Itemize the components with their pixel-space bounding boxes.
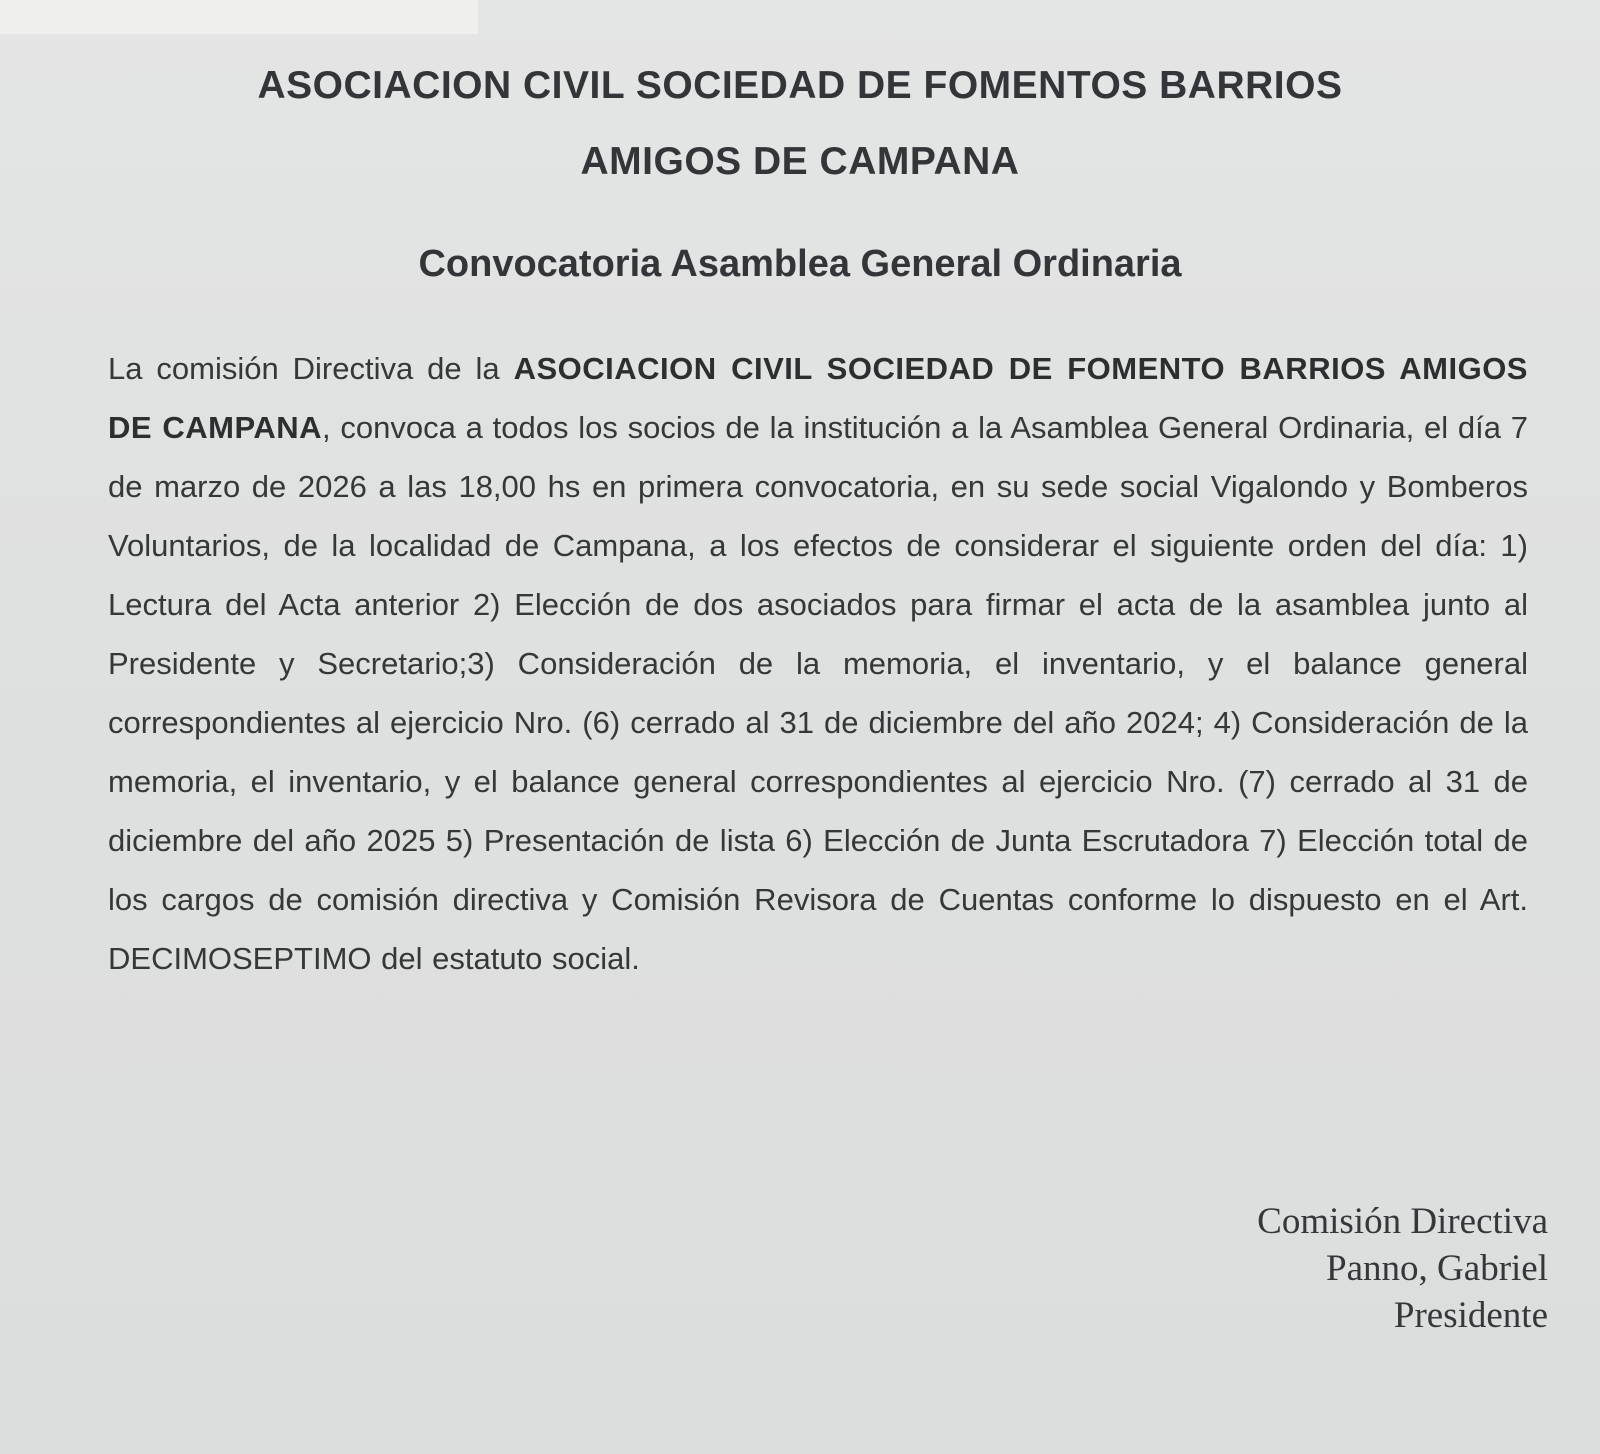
organization-name: ASOCIACION CIVIL SOCIEDAD DE FOMENTO BARRIOS AMIGOS DE CAMPANA xyxy=(108,351,1528,445)
paper-corner xyxy=(0,0,478,34)
signature-block xyxy=(1257,1198,1548,1339)
signature-name: Panno, Gabriel xyxy=(1326,1248,1548,1289)
signature-committee: Comisión Directiva xyxy=(1257,1201,1548,1242)
paragraph-intro: La comisión Directiva de la xyxy=(108,351,514,386)
title-line-1: ASOCIACION CIVIL SOCIEDAD DE FOMENTOS BARRIOS xyxy=(257,64,1343,107)
paragraph-text: , convoca a todos los socios de la institución a la Asamblea General Ordinaria, el día 7 de marzo de 2026 a las 18,00 hs en primera convocatoria, en su sede social Vigalondo y Bomberos Voluntarios, de la localidad de Campana, a los efectos de considerar el siguiente orden del día: 1) Lectura del Acta anterior 2) Elección de dos asociados para firmar el acta de la asamblea junto al Presidente y Secretario;3) Consideración de la memoria, el inventario, y el balance general correspondientes al ejercicio Nro. (6) cerrado al 31 de diciembre del año 2024; 4) Consideración de la memoria, el inventario, y el balance general correspondientes al ejercicio Nro. (7) cerrado al 31 de diciembre del año 2025 5) Presentación de lista 6) Elección de Junta Escrutadora 7) Elección total de los cargos de comisión directiva y Comisión Revisora de Cuentas conforme lo dispuesto en el Art. DECIMOSEPTIMO del estatuto social. xyxy=(108,410,1528,976)
document-subtitle: Convocatoria Asamblea General Ordinaria xyxy=(418,243,1182,285)
convocation-paragraph xyxy=(108,339,1528,988)
title-line-2: AMIGOS DE CAMPANA xyxy=(580,140,1020,183)
signature-role: Presidente xyxy=(1393,1295,1548,1336)
